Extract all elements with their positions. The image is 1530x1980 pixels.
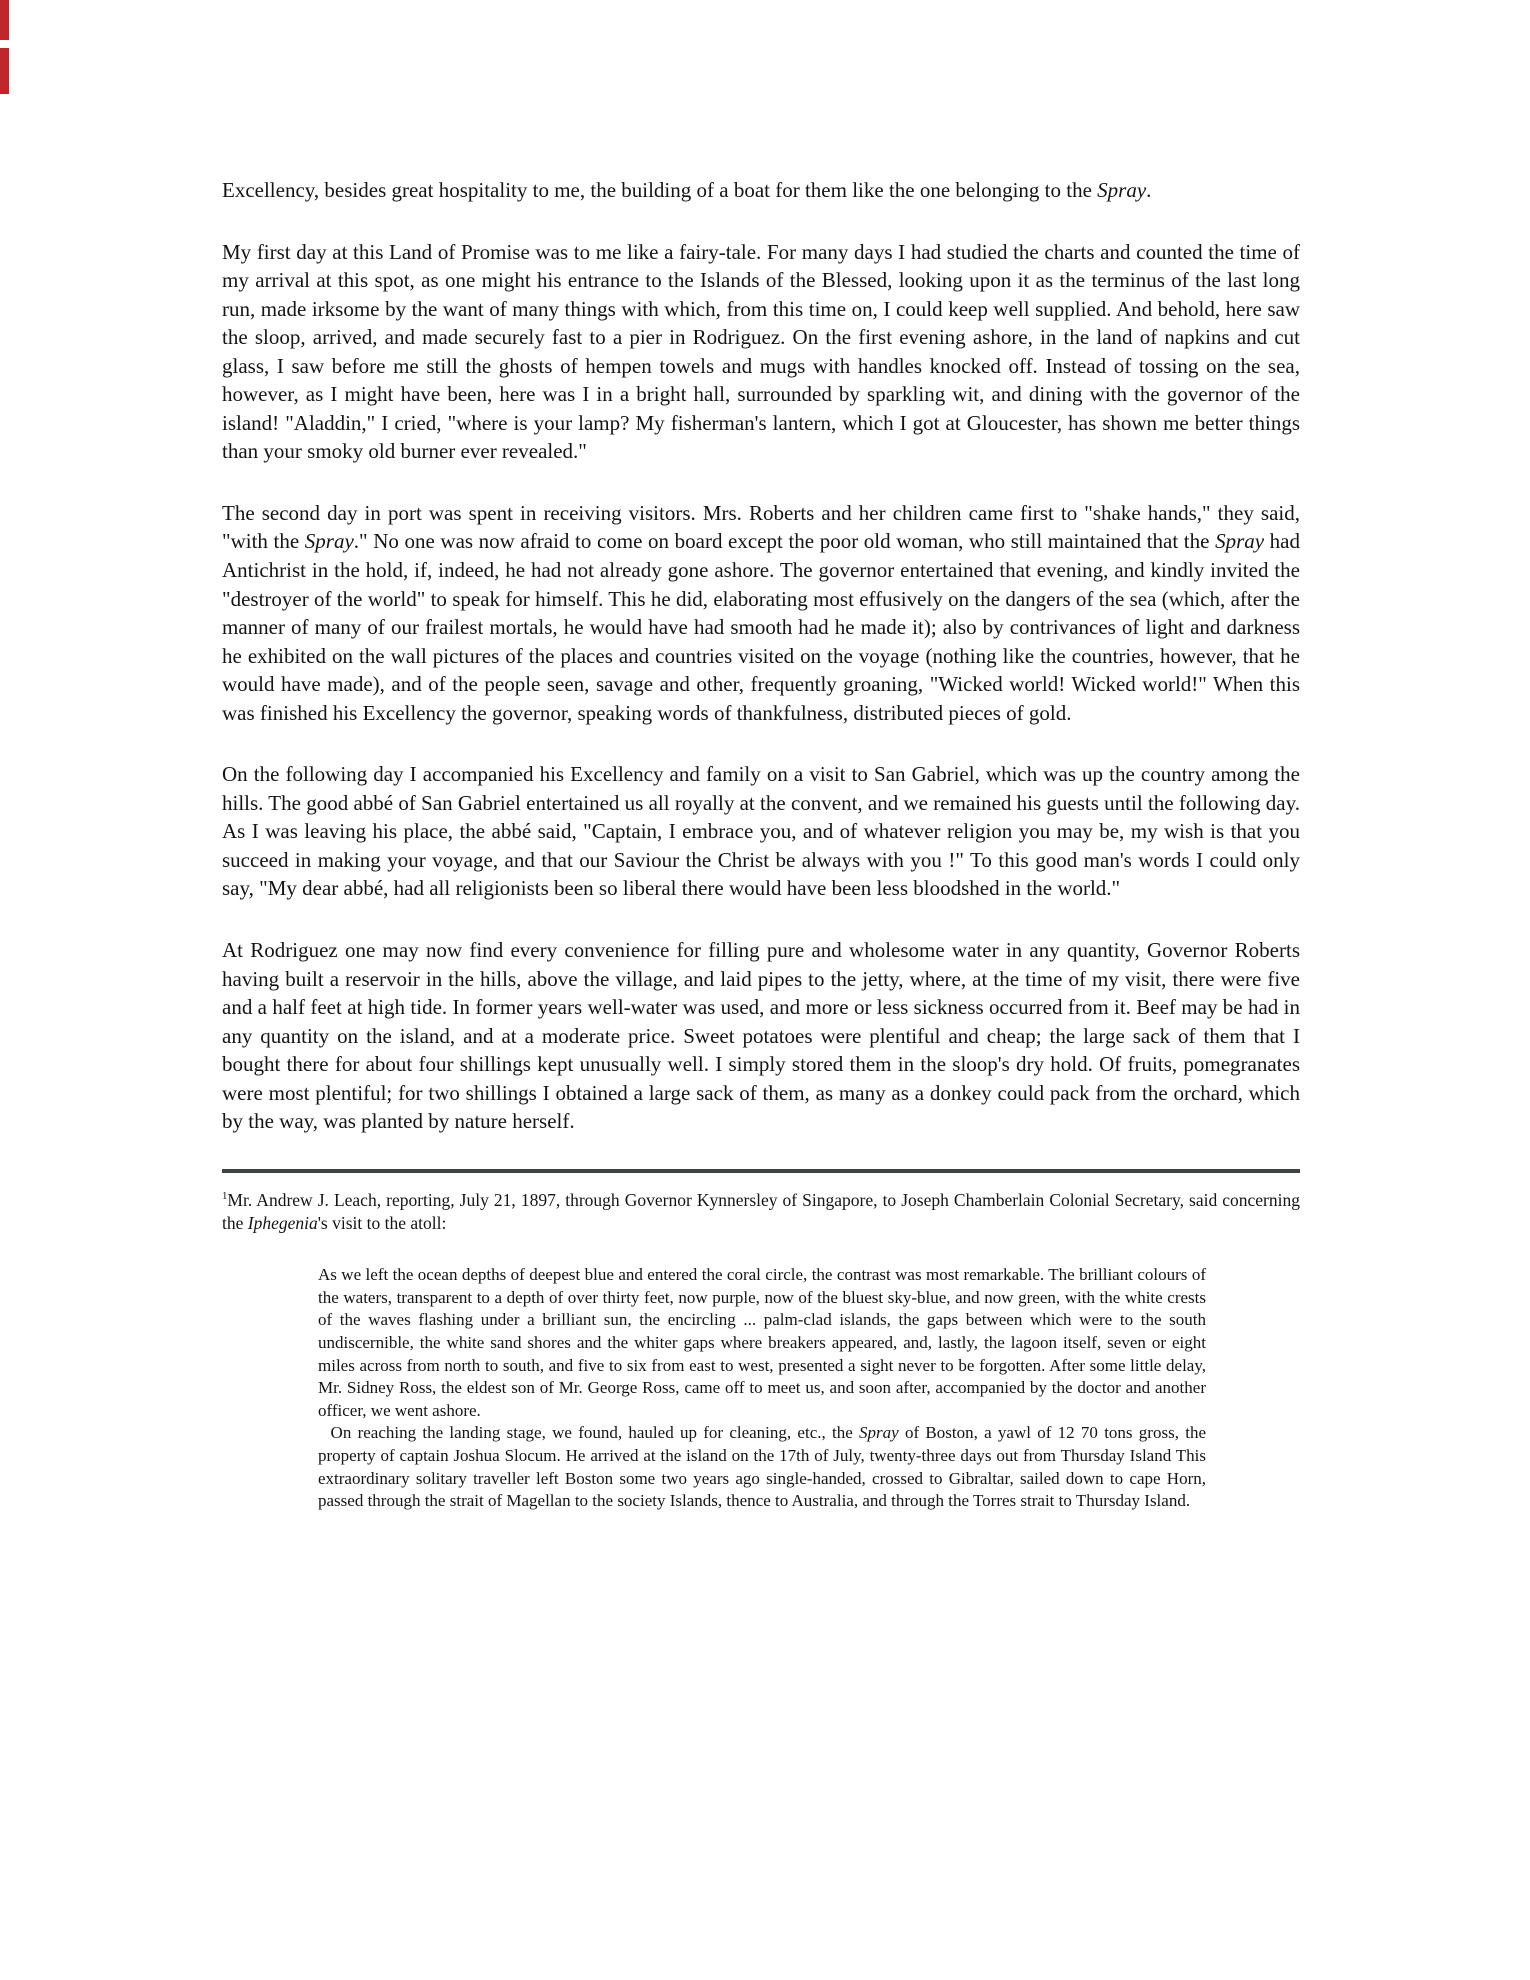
blockquote-paragraph-2: On reaching the landing stage, we found, hauled up for cleaning, etc., the Spray of Boston, a yawl of 12 70 tons gross, the property of captain Joshua Slocum. He arrived at the island on the 17th of July, twenty-three days out from Thursday Island This extraordinary solitary traveller left Boston some two years ago single-handed, crossed to Gibraltar, sailed down to cape Horn, passed through the strait of Magellan to the society Islands, thence to Australia, and through the Torres strait to Thursday Island. — [318, 1423, 1206, 1511]
scan-edge-mark-bottom — [0, 48, 9, 94]
paragraph-1: Excellency, besides great hospitality to me, the building of a boat for them like the one belonging to the Spray. — [222, 178, 1152, 202]
footnote-separator — [222, 1169, 1300, 1173]
paragraph-2: My first day at this Land of Promise was to me like a fairy-tale. For many days I had studied the charts and counted the time of my arrival at this spot, as one might his entrance to the Islands of the Blessed, looking upon it as the terminus of the last long run, made irksome by the want of many things with which, from this time on, I could keep well supplied. And behold, here saw the sloop, arrived, and made securely fast to a pier in Rodriguez. On the first evening ashore, in the land of napkins and cut glass, I saw before me still the ghosts of hempen towels and mugs with handles knocked off. Instead of tossing on the sea, however, as I might have been, here was I in a bright hall, surrounded by sparkling wit, and dining with the governor of the island! "Aladdin," I cried, "where is your lamp? My fisherman's lantern, which I got at Gloucester, has shown me better things than your smoky old burner ever revealed." — [222, 239, 1300, 464]
paragraph-4: On the following day I accompanied his Excellency and family on a visit to San Gabriel, which was up the country among the hills. The good abbé of San Gabriel entertained us all royally at the convent, and we remained his guests until the following day. As I was leaving his place, the abbé said, "Captain, I embrace you, and of whatever religion you may be, my wish is that you succeed in making your voyage, and that our Saviour the Christ be always with you !" To this good man's words I could only say, "My dear abbé, had all religionists been so liberal there would have been less bloodshed in the world." — [222, 762, 1300, 901]
scan-edge-mark-top — [0, 0, 9, 40]
paragraph-5: At Rodriguez one may now find every convenience for filling pure and wholesome water in any quantity, Governor Roberts having built a reservoir in the hills, above the village, and laid pipes to the jetty, where, at the time of my visit, there were five and a half feet at high tide. In former years well-water was used, and more or less sickness occurred from it. Beef may be had in any quantity on the island, and at a moderate price. Sweet potatoes were plentiful and cheap; the large sack of them that I bought there for about four shillings kept unusually well. I simply stored them in the sloop's dry hold. Of fruits, pomegranates were most plentiful; for two shillings I obtained a large sack of them, as many as a donkey could pack from the orchard, which by the way, was planted by nature herself. — [222, 938, 1300, 1134]
page-body — [222, 176, 1300, 1513]
footnote-text: $^1$Mr. Andrew J. Leach, reporting, July 21, 1897, through Governor Kynnersley of Singapore, to Joseph Chamberlain Colonial Secretary, said concerning the Iphegenia's visit to the atoll: — [222, 1189, 1300, 1234]
blockquote-paragraph-1: As we left the ocean depths of deepest blue and entered the coral circle, the contrast was most remarkable. The brilliant colours of the waters, transparent to a depth of over thirty feet, now purple, now of the bluest sky-blue, and now green, with the white crests of the waves flashing under a brilliant sun, the encircling ... palm-clad islands, the gaps between which were to the south undiscernible, the white sand shores and the whiter gaps where breakers appeared, and, lastly, the lagoon itself, seven or eight miles across from north to south, and five to six from east to west, presented a sight never to be forgotten. After some little delay, Mr. Sidney Ross, the eldest son of Mr. George Ross, came off to meet us, and soon after, accompanied by the doctor and another officer, we went ashore. — [318, 1265, 1206, 1420]
footnote-blockquote — [318, 1264, 1206, 1513]
paragraph-3: The second day in port was spent in receiving visitors. Mrs. Roberts and her children came first to "shake hands," they said, "with the Spray." No one was now afraid to come on board except the poor old woman, who still maintained that the Spray had Antichrist in the hold, if, indeed, he had not already gone ashore. The governor entertained that evening, and kindly invited the "destroyer of the world" to speak for himself. This he did, elaborating most effusively on the dangers of the sea (which, after the manner of many of our frailest mortals, he would have had smooth had he made it); also by contrivances of light and darkness he exhibited on the wall pictures of the places and countries visited on the voyage (nothing like the countries, however, that he would have made), and of the people seen, savage and other, frequently groaning, "Wicked world! Wicked world!" When this was finished his Excellency the governor, speaking words of thankfulness, distributed pieces of gold. — [222, 500, 1301, 725]
